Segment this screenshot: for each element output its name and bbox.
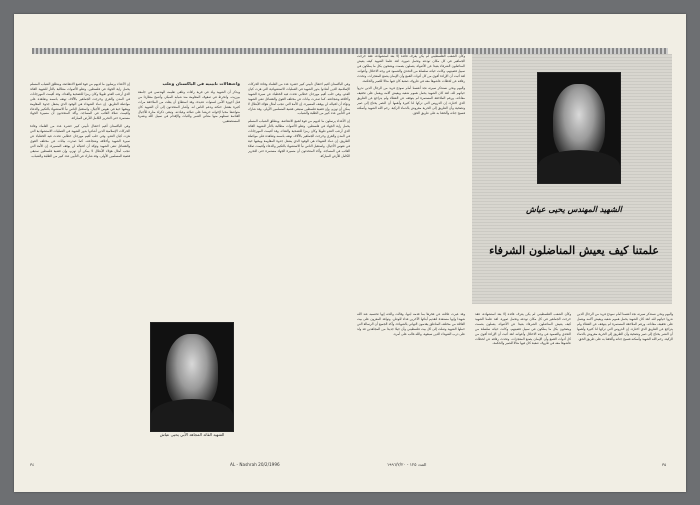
martyr-portrait-photo xyxy=(150,322,234,432)
column-text: وفي الباكستان أقيم احتفال تأبيني كبير حضره عدد من العلماء وقادة الحركات الإسلامية الذين أشادوا بدور الشهيد في العمليات الاستشهادية التي هزت كيان العدو. وفي حلب أقيم مهرجان خطابي تحدث فيه الخطباء عن سيرة الشهيد وأخلاقه وشجاعته. كما صدرت بيانات عن مختلف القوى والفصائل تنعى الشهيد وتؤكد أن اغتياله لن يوقف المسيرة. إن الأمة التي تنجب أمثال هؤلاء الأبطال لا يمكن أن تهزم، وإن قضية فلسطين ستبقى قضية المسلمين الأولى. وقد شارك في التأبين عدد كبير من الطلبة والشباب. xyxy=(248,82,350,116)
column-text: ويذكر أن الشهيد ولد في قرية رافات وتلقى تعليمه الهندسي في جامعة بيرزيت، وانخرط في صفوف المقاومة منذ شبابه المبكر، وأصبح مطاردا من قبل أجهزة الأمن لسنوات عديدة. وقد استطاع أن يفلت من الملاحقة مرات كثيرة بفضل حنكته ودعم الناس له. وأشار المتحدثون إلى أن الشهيد كان متواضعا محبا لإخوانه حريصا على صلاته وعبادته. وتبقى ذكراه منارة للأجيال القادمة تستلهم منها معاني الصبر والثبات والإقدام في سبيل الله ونصرة المستضعفين. xyxy=(138,89,240,124)
newspaper-sheet xyxy=(14,14,686,492)
column-text: واليوم ونحن نستذكر سيرته نجد أنفسنا أمام نموذج فريد من الرجال الذين نذروا حياتهم لله. لقد كان الشهيد يحمل هموم شعبه ويعيش آلامه ويعمل على تخفيف معاناته. ورغم الملاحقة المستمرة لم يتوقف عن العطاء ولم يتراجع عن الطريق الذي اختاره. إن الدروس التي تركها لنا كثيرة وأهمها أن النصر يحتاج إلى صبر وتضحية وأن الطريق إلى الحرية مفروش بالدماء الزكية. رحم الله الشهيد وأسكنه فسيح جناته وألحقنا به على طريق الحق. xyxy=(577,312,673,341)
column-text: وفي الباكستان أقيم احتفال تأبيني كبير حضره عدد من العلماء وقادة الحركات الإسلامية الذين أشادوا بدور الشهيد في العمليات الاستشهادية التي هزت كيان العدو. وفي حلب أقيم مهرجان خطابي تحدث فيه الخطباء عن سيرة الشهيد وأخلاقه وشجاعته. كما صدرت بيانات عن مختلف القوى والفصائل تنعى الشهيد وتؤكد أن اغتياله لن يوقف المسيرة. إن الأمة التي تنجب أمثال هؤلاء الأبطال لا يمكن أن تهزم، وإن قضية فلسطين ستبقى قضية المسلمين الأولى. وقد شارك في التأبين عدد كبير من الطلبة والشباب. xyxy=(30,124,130,158)
photo-caption: الشهيد القائد المجاهد الأبي يحيى عياش xyxy=(159,432,225,437)
page-footer-issue: العدد ١٢٥ - ١٩٩٦/٢/٢٠ xyxy=(387,462,427,467)
section-subheading: واحتفالات تأبينية في الباكستان وحلب xyxy=(162,82,240,86)
column-text: وكأن الشعب الفلسطيني لم يكن يعرف قائده إلا بعد استشهاده، فقد خرجت الجماهير في كل مكان تودعه وتحمل صوره. لقد علمنا الشهيد كيف يعيش المناضلون الشرفاء بعيدا عن الأضواء، يعملون بصمت ويضحون بكل ما يملكون في سبيل قضيتهم. وكانت حياته سلسلة من التحدي والصمود في وجه الاحتلال وأعوانه. لقد أثبت أن الإرادة أقوى من كل أدوات القمع وأن الإيمان يصنع المعجزات. وتحدث رفاقه عن لحظات عاشوها معه في ظروف صعبة كان فيها مثالا للصبر والحكمة. xyxy=(475,312,571,346)
page-number: ٣٥ xyxy=(662,462,667,467)
page-number: ٣٤ xyxy=(30,462,35,467)
left-page-column-c xyxy=(248,82,350,450)
left-page xyxy=(30,32,350,467)
right-page-column-c xyxy=(475,312,571,432)
headline-top: الشهيد المهندس يحيى عياش xyxy=(526,204,622,214)
column-text: وقد عبرت عائلته عن فخرها بما قدمه ابنها، وقالت والدته إنها تحتسبه عند الله شهيدا وإنها مستعدة لتقديم أبنائها الآخرين فداء للوطن. وتوافد المعزون على بيت العائلة من مختلف المناطق يقدمون التهاني بالشهادة. وأكد الجميع أن الرسالة التي حملها الشهيد وصلت إلى كل بيت فلسطيني وأن جيلا جديدا من المجاهدين قد ولد على درب الشهداء الذين سبقوه، والله غالب على أمره. xyxy=(357,312,465,336)
column-text: إن الأعداء يرسلون ما لديهم من قوة لقمع الانتفاضة، وينطلق الشباب المسلم يحمل راية الجهاد في فلسطين. وتعلو الأصوات مطالبة بالثأر للشهيد القائد الذي أرعب العدو طويلا وكان رمزا للتضحية والفداء. وقد أقيمت المهرجانات في المدن والقرى وخرجت الجماهير بالآلاف تهتف باسمه وتعاهده على مواصلة الطريق. إن دماء الشهداء هي الوقود الذي يشعل جذوة المقاومة ويبقيها حية في نفوس الأجيال. واستقبل الناس نبأ الاستشهاد بالتكبير والدعاء وأقيمت صلاة الغائب في المساجد. وأكد المتحدثون أن مسيرة الجهاد مستمرة حتى التحرير الكامل للأرض المباركة. xyxy=(248,119,350,158)
left-page-column-a xyxy=(30,82,130,450)
column-text: واليوم ونحن نستذكر سيرته نجد أنفسنا أمام نموذج فريد من الرجال الذين نذروا حياتهم لله. لقد كان الشهيد يحمل هموم شعبه ويعيش آلامه ويعمل على تخفيف معاناته. ورغم الملاحقة المستمرة لم يتوقف عن العطاء ولم يتراجع عن الطريق الذي اختاره. إن الدروس التي تركها لنا كثيرة وأهمها أن النصر يحتاج إلى صبر وتضحية وأن الطريق إلى الحرية مفروش بالدماء الزكية. رحم الله الشهيد وأسكنه فسيح جناته وألحقنا به على طريق الحق. xyxy=(357,86,465,115)
column-text: إن الأعداء يرسلون ما لديهم من قوة لقمع الانتفاضة، وينطلق الشباب المسلم يحمل راية الجهاد في فلسطين. وتعلو الأصوات مطالبة بالثأر للشهيد القائد الذي أرعب العدو طويلا وكان رمزا للتضحية والفداء. وقد أقيمت المهرجانات في المدن والقرى وخرجت الجماهير بالآلاف تهتف باسمه وتعاهده على مواصلة الطريق. إن دماء الشهداء هي الوقود الذي يشعل جذوة المقاومة ويبقيها حية في نفوس الأجيال. واستقبل الناس نبأ الاستشهاد بالتكبير والدعاء وأقيمت صلاة الغائب في المساجد. وأكد المتحدثون أن مسيرة الجهاد مستمرة حتى التحرير الكامل للأرض المباركة. xyxy=(30,82,130,121)
headline-main: علمتنا كيف يعيش المناضلون الشرفاء xyxy=(489,244,659,257)
column-text: وكأن الشعب الفلسطيني لم يكن يعرف قائده إلا بعد استشهاده، فقد خرجت الجماهير في كل مكان تودعه وتحمل صوره. لقد علمنا الشهيد كيف يعيش المناضلون الشرفاء بعيدا عن الأضواء، يعملون بصمت ويضحون بكل ما يملكون في سبيل قضيتهم. وكانت حياته سلسلة من التحدي والصمود في وجه الاحتلال وأعوانه. لقد أثبت أن الإرادة أقوى من كل أدوات القمع وأن الإيمان يصنع المعجزات. وتحدث رفاقه عن لحظات عاشوها معه في ظروف صعبة كان فيها مثالا للصبر والحكمة. xyxy=(357,54,465,83)
right-page-column-d xyxy=(577,312,673,432)
martyr-portrait-photo xyxy=(537,72,621,184)
right-page xyxy=(357,32,673,467)
right-page-column-b xyxy=(357,312,465,432)
page-footer-date: AL - Nashrah 20/2/1996 xyxy=(230,462,280,467)
